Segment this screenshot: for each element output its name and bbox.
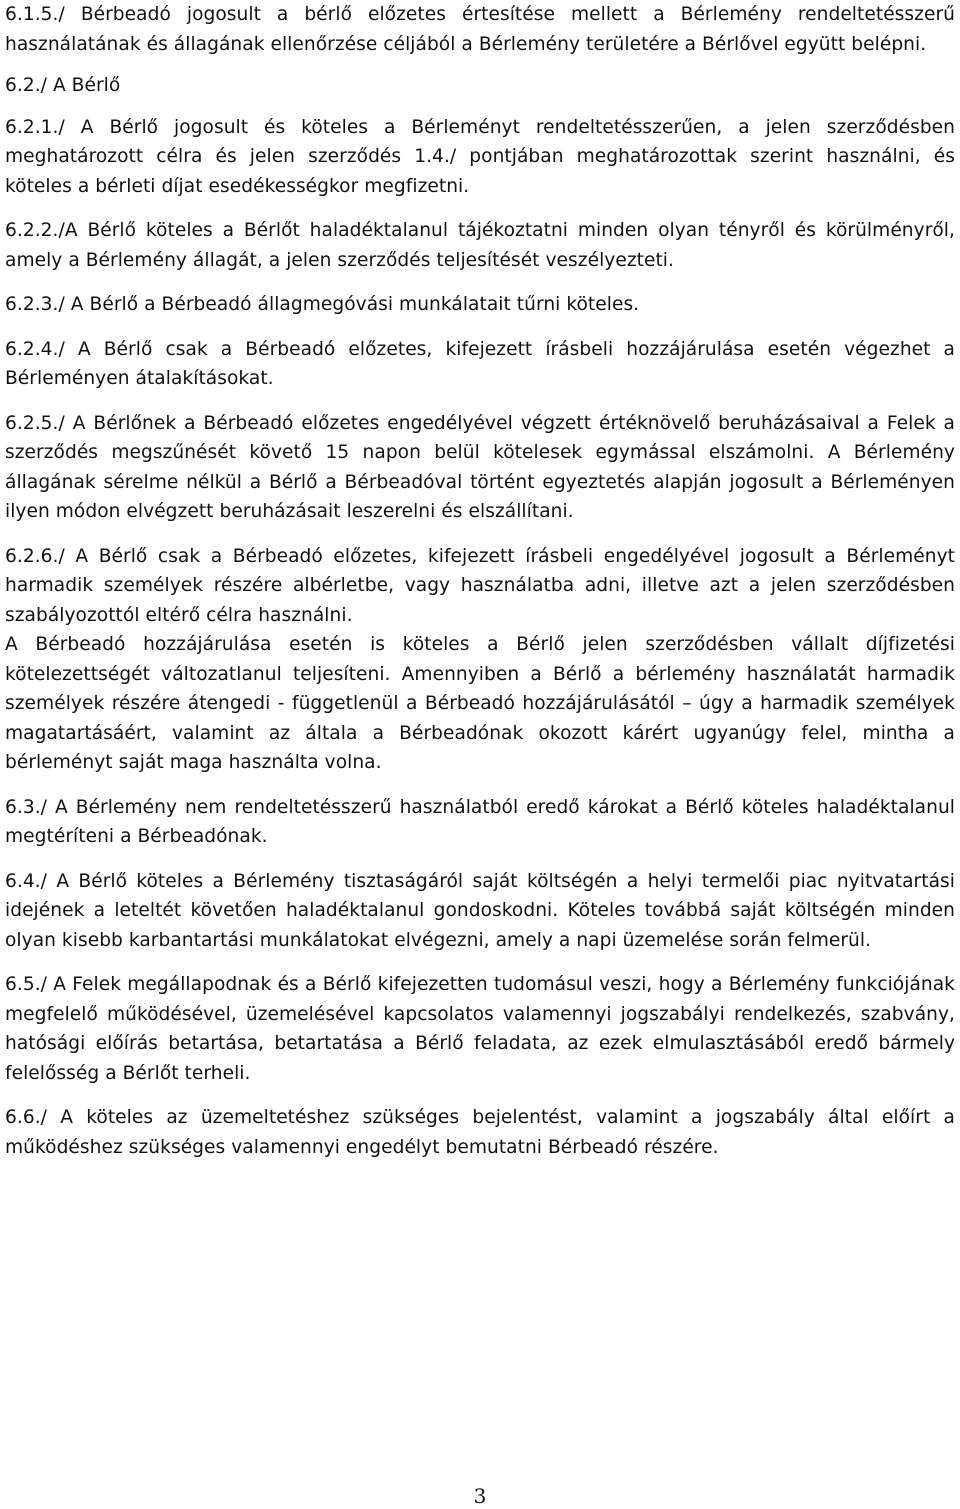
paragraph-6-5: 6.5./ A Felek megállapodnak és a Bérlő kifejezetten tudomásul veszi, hogy a Bérlemény funkciójának megfelelő működésével, üzemelésével kapcsolatos valamennyi jogszabályi rendelkezés, szabvány, hatósági előírás betartása, betartatása a Bérlő feladata, az ezek elmulasztásából eredő bármely felelősség a Bérlőt terheli. (5, 974, 955, 1084)
paragraph-6-2-4: 6.2.4./ A Bérlő csak a Bérbeadó előzetes, kifejezett írásbeli hozzájárulása esetén végezhet a Bérleményen átalakításokat. (5, 338, 955, 389)
paragraph-6-4: 6.4./ A Bérlő köteles a Bérlemény tisztaságáról saját költségén a helyi termelői piac nyitvatartási idejének a leteltét követően haladéktalanul gondoskodni. Köteles továbbá saját költségén minden olyan kisebb karbantartási munkálatokat elvégezni, amely a napi üzemelése során felmerül. (5, 870, 955, 951)
paragraph-6-2-5: 6.2.5./ A Bérlőnek a Bérbeadó előzetes engedélyével végzett értéknövelő beruházásaival a Felek a szerződés megszűnését követő 15 napon belül kötelesek egymással elszámolni. A Bérlemény állagának sérelme nélkül a Bérlő a Bérbeadóval történt egyeztetés alapján jogosult a Bérleményen ilyen módon elvégzett beruházásait leszerelni és elszállítani. (5, 412, 955, 522)
paragraph-6-2-3: 6.2.3./ A Bérlő a Bérbeadó állagmegóvási munkálatait tűrni köteles. (5, 294, 640, 315)
page-number: 3 (473, 1484, 487, 1508)
paragraph-6-2-6-continued: A Bérbeadó hozzájárulása esetén is köteles a Bérlő jelen szerződésben vállalt díjfizetési kötelezettségét változatlanul teljesíteni. Amennyiben a Bérlő a bérlemény használatát harmadik személyek részére átengedi - függetlenül a Bérbeadó hozzájárulásától – úgy a harmadik személyek magatartásáért, valamint az általa a Bérbeadónak okozott kárért ugyanúgy felel, mintha a bérleményt saját maga használta volna. (5, 634, 955, 773)
document-page (5, 0, 955, 1162)
paragraph-6-3: 6.3./ A Bérlemény nem rendeltetésszerű használatból eredő károkat a Bérlő köteles haladéktalanul megtéríteni a Bérbeadónak. (5, 796, 955, 847)
paragraph-6-2-2: 6.2.2./A Bérlő köteles a Bérlőt haladéktalanul tájékoztatni minden olyan tényről és körülményről, amely a Bérlemény állagát, a jelen szerződés teljesítését veszélyezteti. (5, 220, 955, 271)
paragraph-6-1-5: 6.1.5./ Bérbeadó jogosult a bérlő előzetes értesítése mellett a Bérlemény rendeltetésszerű használatának és állagának ellenőrzése céljából a Bérlemény területére a Bérlővel együtt belépni. (5, 4, 955, 55)
paragraph-6-6: 6.6./ A köteles az üzemeltetéshez szükséges bejelentést, valamint a jogszabály által előírt a működéshez szükséges valamennyi engedélyt bemutatni Bérbeadó részére. (5, 1107, 955, 1158)
paragraph-6-2-1: 6.2.1./ A Bérlő jogosult és köteles a Bérleményt rendeltetésszerűen, a jelen szerződésben meghatározott célra és jelen szerződés 1.4./ pontjában meghatározottak szerint használni, és köteles a bérleti díjat esedékességkor megfizetni. (5, 116, 955, 197)
section-heading-6-2: 6.2./ A Bérlő (5, 75, 121, 96)
paragraph-6-2-6: 6.2.6./ A Bérlő csak a Bérbeadó előzetes, kifejezett írásbeli engedélyével jogosult a Bérleményt harmadik személyek részére albérletbe, vagy használatba adni, illetve azt a jelen szerződésben szabályozottól eltérő célra használni. (5, 545, 955, 626)
